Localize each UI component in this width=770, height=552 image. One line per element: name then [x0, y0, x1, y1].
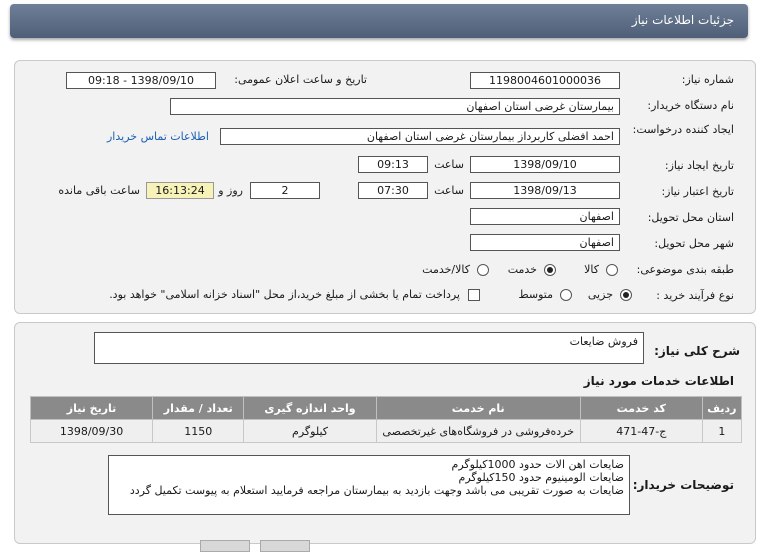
buyer-note-line: ضایعات اهن الات حدود 1000کیلوگرم: [451, 458, 624, 471]
days-field: 2: [250, 182, 320, 199]
bottom-button[interactable]: [260, 540, 310, 552]
province-label: استان محل تحویل:: [647, 211, 734, 224]
summary-field: فروش ضایعات: [94, 332, 644, 364]
process-radio-medium[interactable]: [560, 289, 572, 301]
col-need-date: تاریخ نیاز: [31, 397, 153, 420]
col-service-code: کد خدمت: [580, 397, 702, 420]
buyer-notes-field: [108, 455, 630, 515]
buyer-notes-label: توضیحات خریدار:: [632, 478, 734, 492]
col-quantity: تعداد / مقدار: [153, 397, 244, 420]
days-label: روز و: [218, 184, 243, 197]
valid-date-field: 1398/09/13: [470, 182, 620, 199]
treasury-checkbox[interactable]: [468, 289, 480, 301]
created-date-field: 1398/09/10: [470, 156, 620, 173]
category-radio-goods-service[interactable]: [477, 264, 489, 276]
category-radio-goods[interactable]: [606, 264, 618, 276]
col-service-name: نام خدمت: [376, 397, 580, 420]
col-unit: واحد اندازه گیری: [244, 397, 376, 420]
category-option-goods-service: کالا/خدمت: [422, 263, 470, 276]
buyer-org-field: بیمارستان غرضی استان اصفهان: [170, 98, 620, 115]
created-time-field: 09:13: [358, 156, 428, 173]
province-field: اصفهان: [470, 208, 620, 225]
page-header: [10, 4, 748, 38]
summary-label: شرح کلی نیاز:: [654, 344, 740, 358]
table-row: [31, 420, 742, 443]
cell-row: 1: [702, 420, 741, 443]
remaining-label: ساعت باقی مانده: [58, 184, 140, 197]
process-option-medium: متوسط: [518, 288, 553, 301]
col-row: ردیف: [702, 397, 741, 420]
cell-service-name: خرده‌فروشی در فروشگاه‌های غیرتخصصی: [376, 420, 580, 443]
process-radio-minor[interactable]: [620, 289, 632, 301]
category-radio-service[interactable]: [544, 264, 556, 276]
process-label: نوع فرآیند خرید :: [656, 289, 734, 302]
announce-field: 1398/09/10 - 09:18: [66, 72, 216, 89]
bottom-button[interactable]: [200, 540, 250, 552]
process-option-minor: جزیی: [587, 288, 613, 301]
requester-field: احمد افضلی کاربرداز بیمارستان غرضی استان اصفهان: [220, 128, 620, 145]
category-option-goods: کالا: [584, 263, 599, 276]
city-field: اصفهان: [470, 234, 620, 251]
buyer-org-label: نام دستگاه خریدار:: [647, 99, 734, 112]
table-header-row: [31, 397, 742, 420]
city-label: شهر محل تحویل:: [654, 237, 734, 250]
valid-time-label: ساعت: [434, 184, 464, 197]
payment-note: پرداخت تمام یا بخشی از مبلغ خرید،از محل "اسناد خزانه اسلامی" خواهد بود.: [109, 288, 460, 301]
valid-time-field: 07:30: [358, 182, 428, 199]
category-label: طبقه بندی موضوعی:: [636, 263, 734, 276]
page-title: جزئیات اطلاعات نیاز: [631, 13, 734, 27]
cell-unit: کیلوگرم: [244, 420, 376, 443]
cell-service-code: ج-47-471: [580, 420, 702, 443]
valid-date-label: تاریخ اعتبار نیاز:: [661, 185, 734, 198]
category-option-service: خدمت: [507, 263, 537, 276]
cell-need-date: 1398/09/30: [31, 420, 153, 443]
announce-label: تاریخ و ساعت اعلان عمومی:: [234, 73, 367, 86]
services-table: [30, 396, 742, 443]
need-number-field: 1198004601000036: [470, 72, 620, 89]
cell-quantity: 1150: [153, 420, 244, 443]
need-number-label: شماره نیاز:: [681, 73, 734, 86]
requester-label: ایجاد کننده درخواست:: [632, 123, 734, 136]
services-title: اطلاعات خدمات مورد نیاز: [583, 374, 734, 388]
remaining-time-field: 16:13:24: [146, 182, 214, 199]
buyer-note-line: ضایعات الومینیوم حدود 150کیلوگرم: [458, 471, 624, 484]
created-time-label: ساعت: [434, 158, 464, 171]
created-date-label: تاریخ ایجاد نیاز:: [664, 159, 734, 172]
contact-buyer-link[interactable]: اطلاعات تماس خریدار: [107, 130, 209, 143]
buyer-note-line: ضایعات به صورت تقریبی می باشد وجهت بازدید به بیمارستان مراجعه فرمایید استعلام به پیوست تکمیل گردد: [129, 484, 624, 497]
